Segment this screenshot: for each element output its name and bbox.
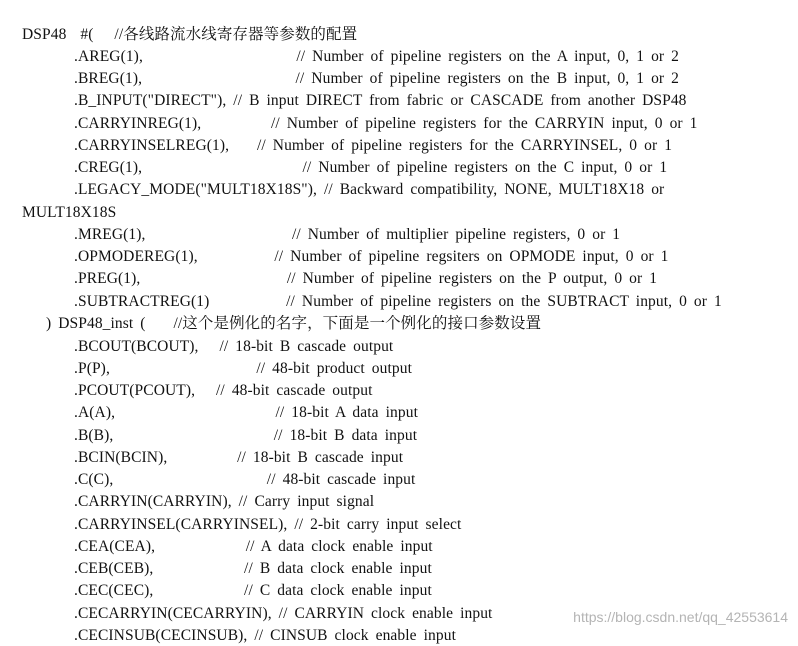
code-line: .BCIN(BCIN), // 18-bit B cascade input — [74, 449, 404, 466]
code-line: DSP48 #( //各线路流水线寄存器等参数的配置 — [22, 26, 358, 43]
code-line: .PREG(1), // Number of pipeline registers on the P output, 0 or 1 — [74, 270, 658, 287]
code-line: .CEA(CEA), // A data clock enable input — [74, 538, 433, 555]
code-line: .CECINSUB(CECINSUB), // CINSUB clock enable input — [74, 627, 456, 644]
code-line: .CEB(CEB), // B data clock enable input — [74, 560, 432, 577]
code-line: .LEGACY_MODE("MULT18X18S"), // Backward compatibility, NONE, MULT18X18 or — [74, 181, 665, 198]
code-line: .AREG(1), // Number of pipeline registers on the A input, 0, 1 or 2 — [74, 48, 680, 65]
code-line: .CECARRYIN(CECARRYIN), // CARRYIN clock enable input — [74, 605, 493, 622]
code-line: .CREG(1), // Number of pipeline registers on the C input, 0 or 1 — [74, 159, 668, 176]
code-line: .CEC(CEC), // C data clock enable input — [74, 582, 432, 599]
code-line: .PCOUT(PCOUT), // 48-bit cascade output — [74, 382, 373, 399]
code-line: .C(C), // 48-bit cascade input — [74, 471, 416, 488]
code-line: .OPMODEREG(1), // Number of pipeline regsiters on OPMODE input, 0 or 1 — [74, 248, 669, 265]
code-line: ) DSP48_inst ( //这个是例化的名字，下面是一个例化的接口参数设置 — [46, 315, 542, 332]
code-line: .P(P), // 48-bit product output — [74, 360, 413, 377]
code-line: .CARRYINSEL(CARRYINSEL), // 2-bit carry input select — [74, 516, 462, 533]
code-line: .B(B), // 18-bit B data input — [74, 427, 418, 444]
code-line: .SUBTRACTREG(1) // Number of pipeline registers on the SUBTRACT input, 0 or 1 — [74, 293, 722, 310]
code-line: .BREG(1), // Number of pipeline registers on the B input, 0, 1 or 2 — [74, 70, 680, 87]
code-line: .BCOUT(BCOUT), // 18-bit B cascade output — [74, 338, 394, 355]
code-line: .CARRYINSELREG(1), // Number of pipeline registers for the CARRYINSEL, 0 or 1 — [74, 137, 673, 154]
code-line: .MREG(1), // Number of multiplier pipeline registers, 0 or 1 — [74, 226, 621, 243]
code-line: .B_INPUT("DIRECT"), // B input DIRECT from fabric or CASCADE from another DSP48 — [74, 92, 687, 109]
watermark-url: https://blog.csdn.net/qq_42553614 — [573, 609, 788, 625]
code-line: .CARRYINREG(1), // Number of pipeline registers for the CARRYIN input, 0 or 1 — [74, 115, 698, 132]
code-line: .A(A), // 18-bit A data input — [74, 404, 418, 421]
code-line: .CARRYIN(CARRYIN), // Carry input signal — [74, 493, 375, 510]
code-line: MULT18X18S — [22, 204, 117, 221]
